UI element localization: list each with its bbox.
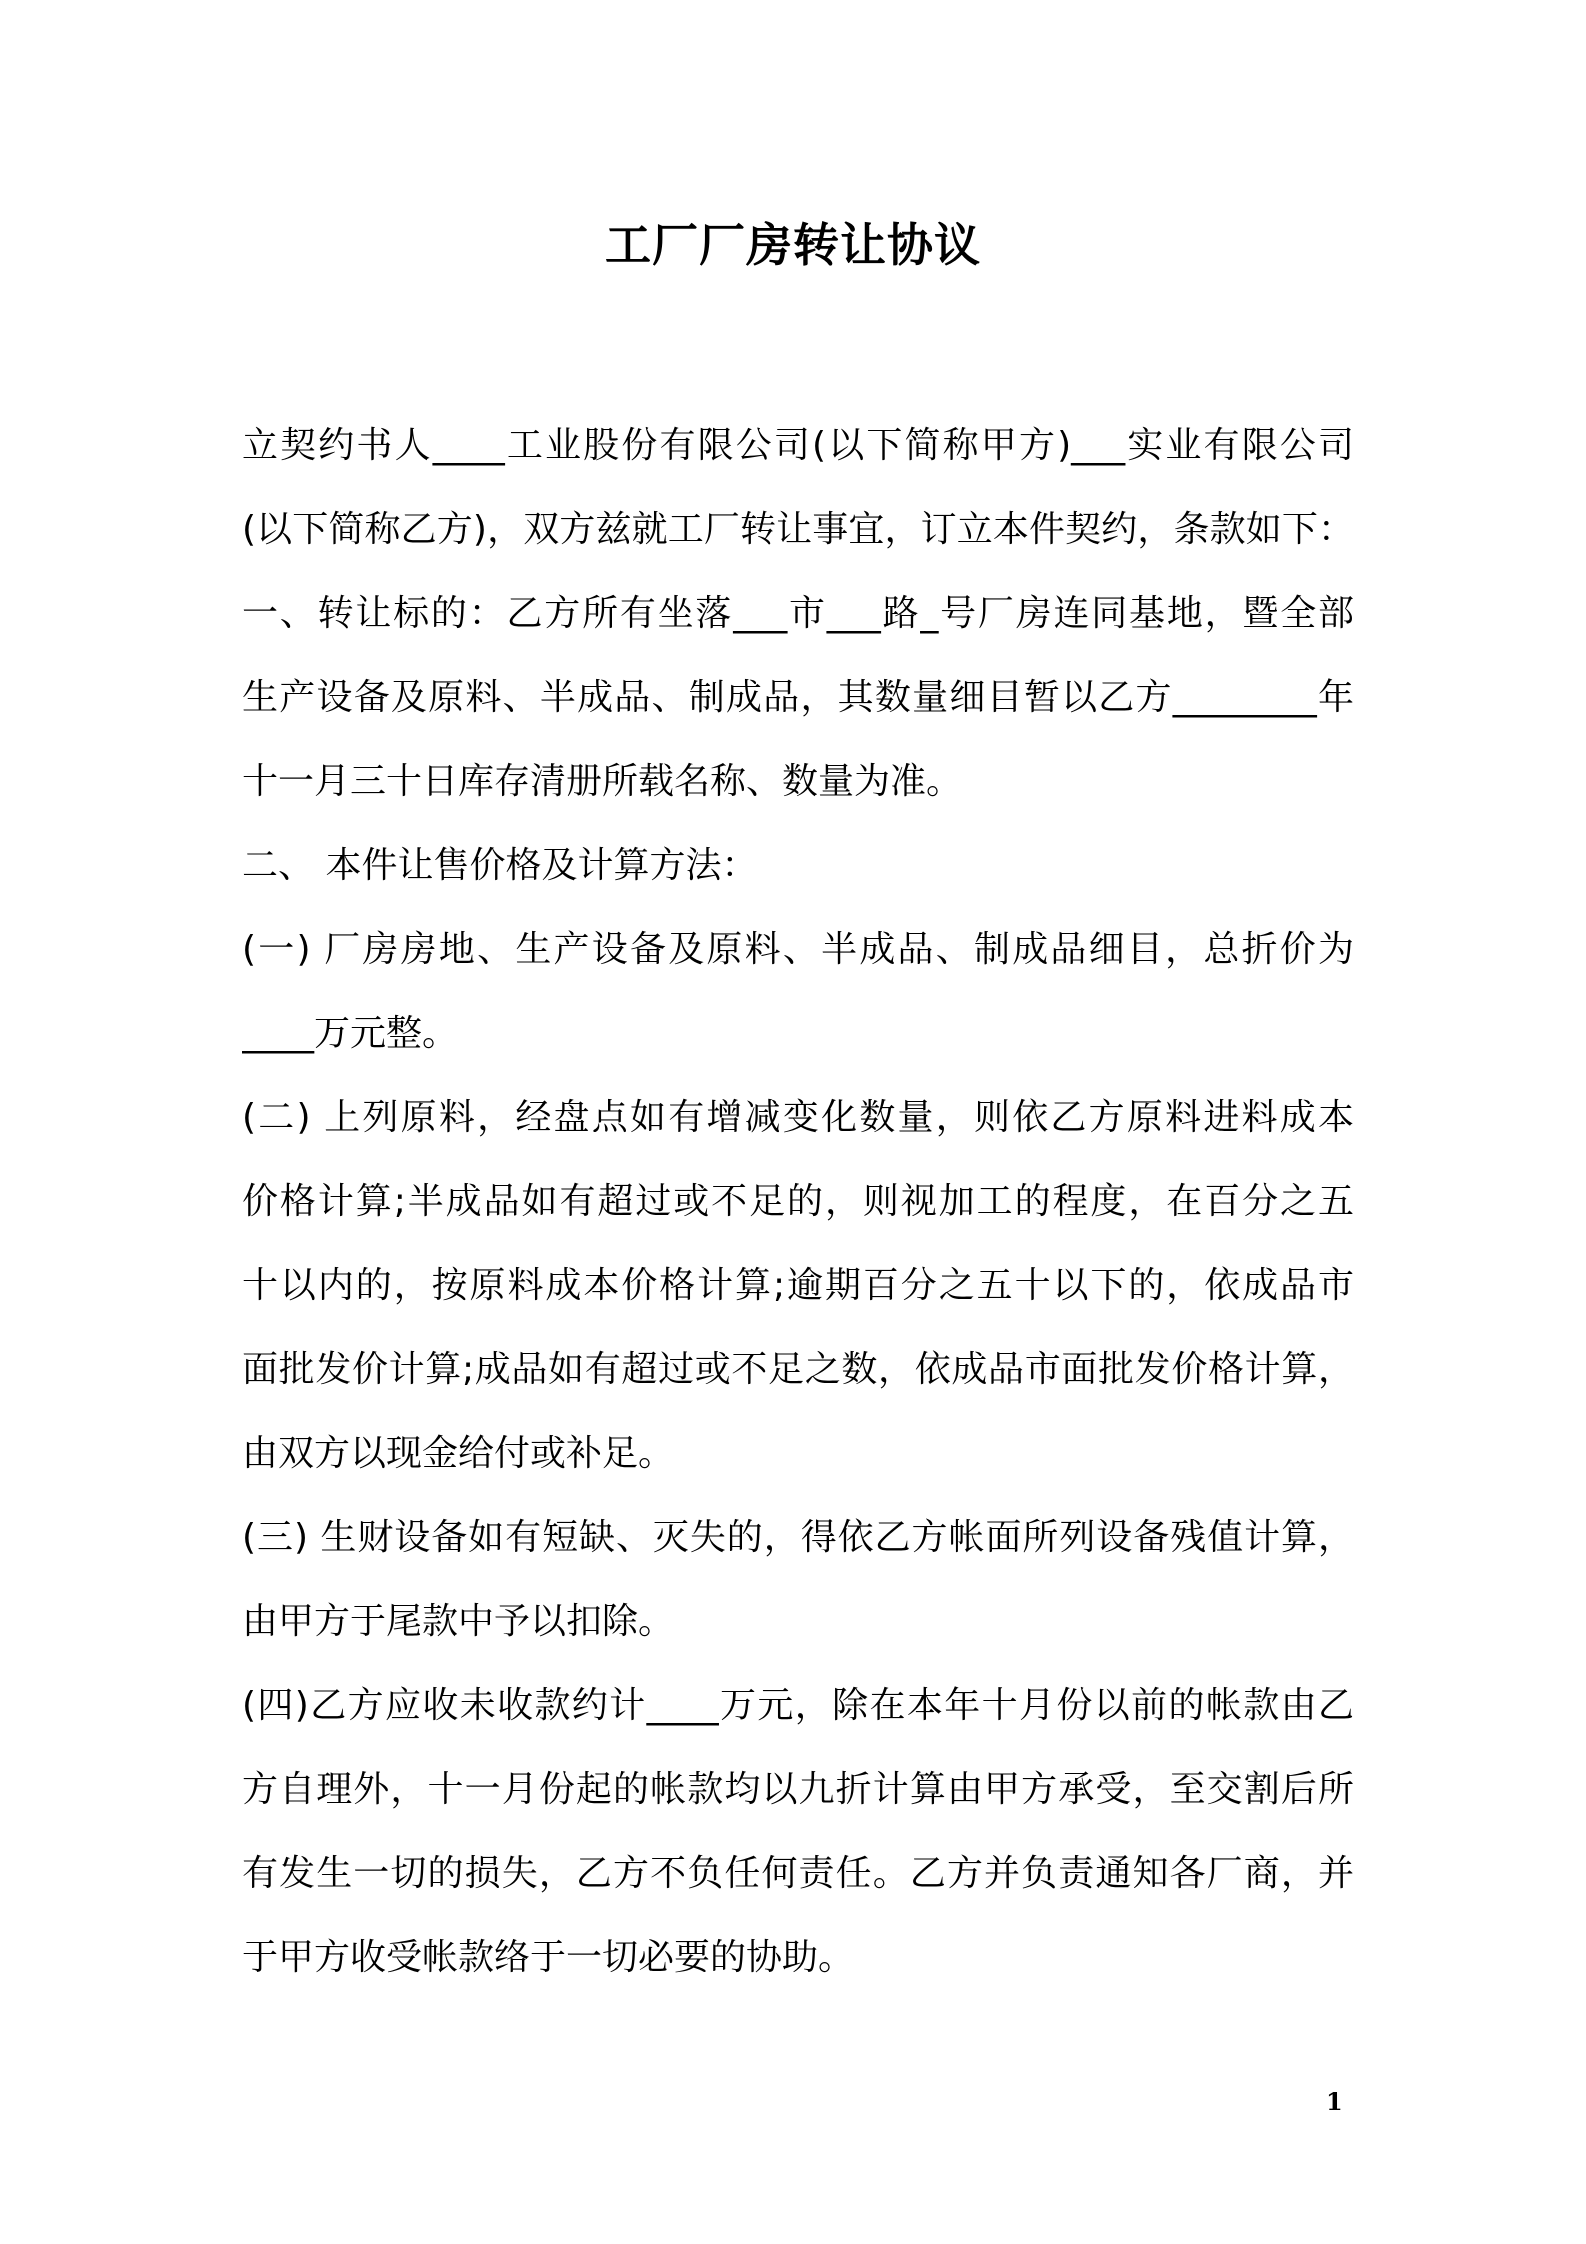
- paragraph-line: (以下简称乙方)，双方兹就工厂转让事宜，订立本件契约，条款如下：: [242, 509, 1354, 550]
- paragraph-line: (四)乙方应收未收款约计____万元，除在本年十月份以前的帐款由乙: [242, 1685, 1354, 1726]
- paragraph-line: 有发生一切的损失，乙方不负任何责任。乙方并负责通知各厂商，并: [242, 1853, 1354, 1894]
- paragraph-line: 方自理外，十一月份起的帐款均以九折计算由甲方承受，至交割后所: [242, 1769, 1354, 1810]
- paragraph-line: (三) 生财设备如有短缺、灭失的，得依乙方帐面所列设备残值计算，: [242, 1517, 1354, 1558]
- paragraph-line: (二) 上列原料，经盘点如有增减变化数量，则依乙方原料进料成本: [242, 1097, 1354, 1138]
- paragraph-line: 价格计算;半成品如有超过或不足的，则视加工的程度，在百分之五: [242, 1181, 1354, 1222]
- paragraph-line: 面批发价计算;成品如有超过或不足之数，依成品市面批发价格计算，: [242, 1349, 1354, 1390]
- paragraph-line: 由甲方于尾款中予以扣除。: [242, 1601, 675, 1642]
- document-body: [242, 404, 1354, 2000]
- paragraph-line: 于甲方收受帐款络于一切必要的协助。: [242, 1937, 855, 1978]
- paragraph-line: 十一月三十日库存清册所载名称、数量为准。: [242, 761, 963, 802]
- paragraph-line: 十以内的，按原料成本价格计算;逾期百分之五十以下的，依成品市: [242, 1265, 1354, 1306]
- paragraph-line: (一) 厂房房地、生产设备及原料、半成品、制成品细目，总折价为: [242, 929, 1354, 970]
- document-title: 工厂厂房转让协议: [605, 218, 981, 272]
- page-number: 1: [1326, 2087, 1343, 2116]
- paragraph-line: 立契约书人____工业股份有限公司(以下简称甲方)___实业有限公司: [242, 425, 1354, 466]
- paragraph-line: 一、转让标的：乙方所有坐落___市___路_号厂房连同基地，暨全部: [242, 593, 1354, 634]
- paragraph-line: 二、 本件让售价格及计算方法：: [242, 845, 758, 886]
- paragraph-line: ____万元整。: [242, 1013, 459, 1054]
- paragraph-line: 由双方以现金给付或补足。: [242, 1433, 675, 1474]
- paragraph-line: 生产设备及原料、半成品、制成品，其数量细目暂以乙方________年: [242, 677, 1354, 718]
